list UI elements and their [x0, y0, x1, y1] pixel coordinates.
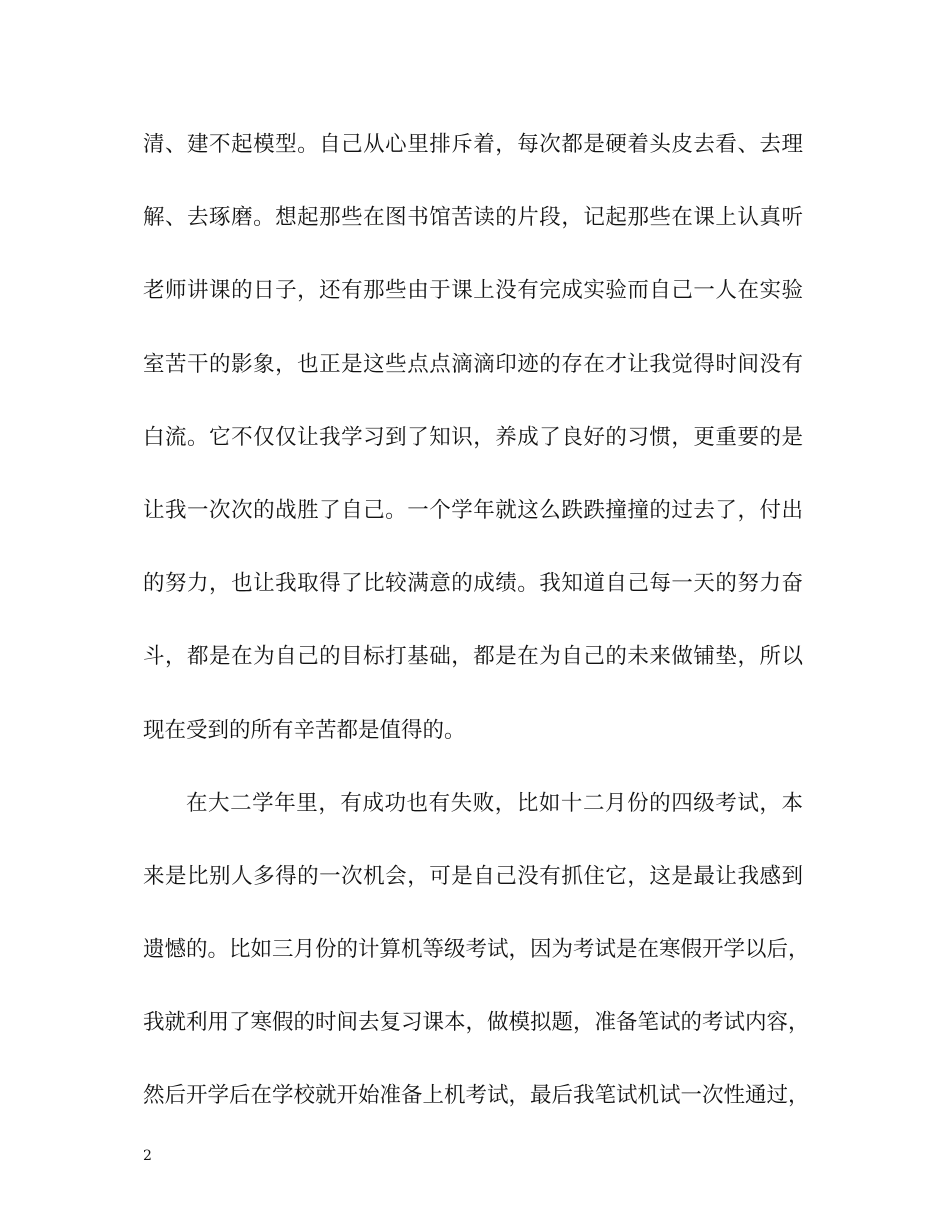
- text-line-9: 现在受到的所有辛苦都是值得的。: [143, 717, 466, 743]
- body-text: [143, 120, 810, 1145]
- text-line-8: 斗，都是在为自己的目标打基础，都是在为自己的未来做铺垫，所以: [143, 644, 803, 670]
- page-number: 2: [143, 1148, 152, 1164]
- text-line-3: 老师讲课的日子，还有那些由于课上没有完成实验而自己一人在实验: [143, 278, 803, 304]
- text-line-5: 白流。它不仅仅让我学习到了知识，养成了良好的习惯，更重要的是: [143, 424, 803, 450]
- text-line-6: 让我一次次的战胜了自己。一个学年就这么跌跌撞撞的过去了，付出: [143, 497, 803, 523]
- text-line-11: 来是比别人多得的一次机会，可是自己没有抓住它，这是最让我感到: [143, 863, 803, 889]
- text-line-13: 我就利用了寒假的时间去复习课本，做模拟题，准备笔试的考试内容，: [143, 1010, 810, 1036]
- text-line-7: 的努力，也让我取得了比较满意的成绩。我知道自己每一天的努力奋: [143, 571, 803, 597]
- text-line-10: 在大二学年里，有成功也有失败，比如十二月份的四级考试，本: [186, 790, 803, 816]
- text-line-2: 解、去琢磨。想起那些在图书馆苦读的片段，记起那些在课上认真听: [143, 205, 803, 231]
- text-line-1: 清、建不起模型。自己从心里排斥着，每次都是硬着头皮去看、去理: [143, 132, 803, 157]
- text-line-12: 遗憾的。比如三月份的计算机等级考试，因为考试是在寒假开学以后，: [143, 937, 810, 963]
- text-line-14: 然后开学后在学校就开始准备上机考试，最后我笔试机试一次性通过，: [143, 1083, 810, 1109]
- text-line-4: 室苦干的影象，也正是这些点点滴滴印迹的存在才让我觉得时间没有: [143, 351, 803, 377]
